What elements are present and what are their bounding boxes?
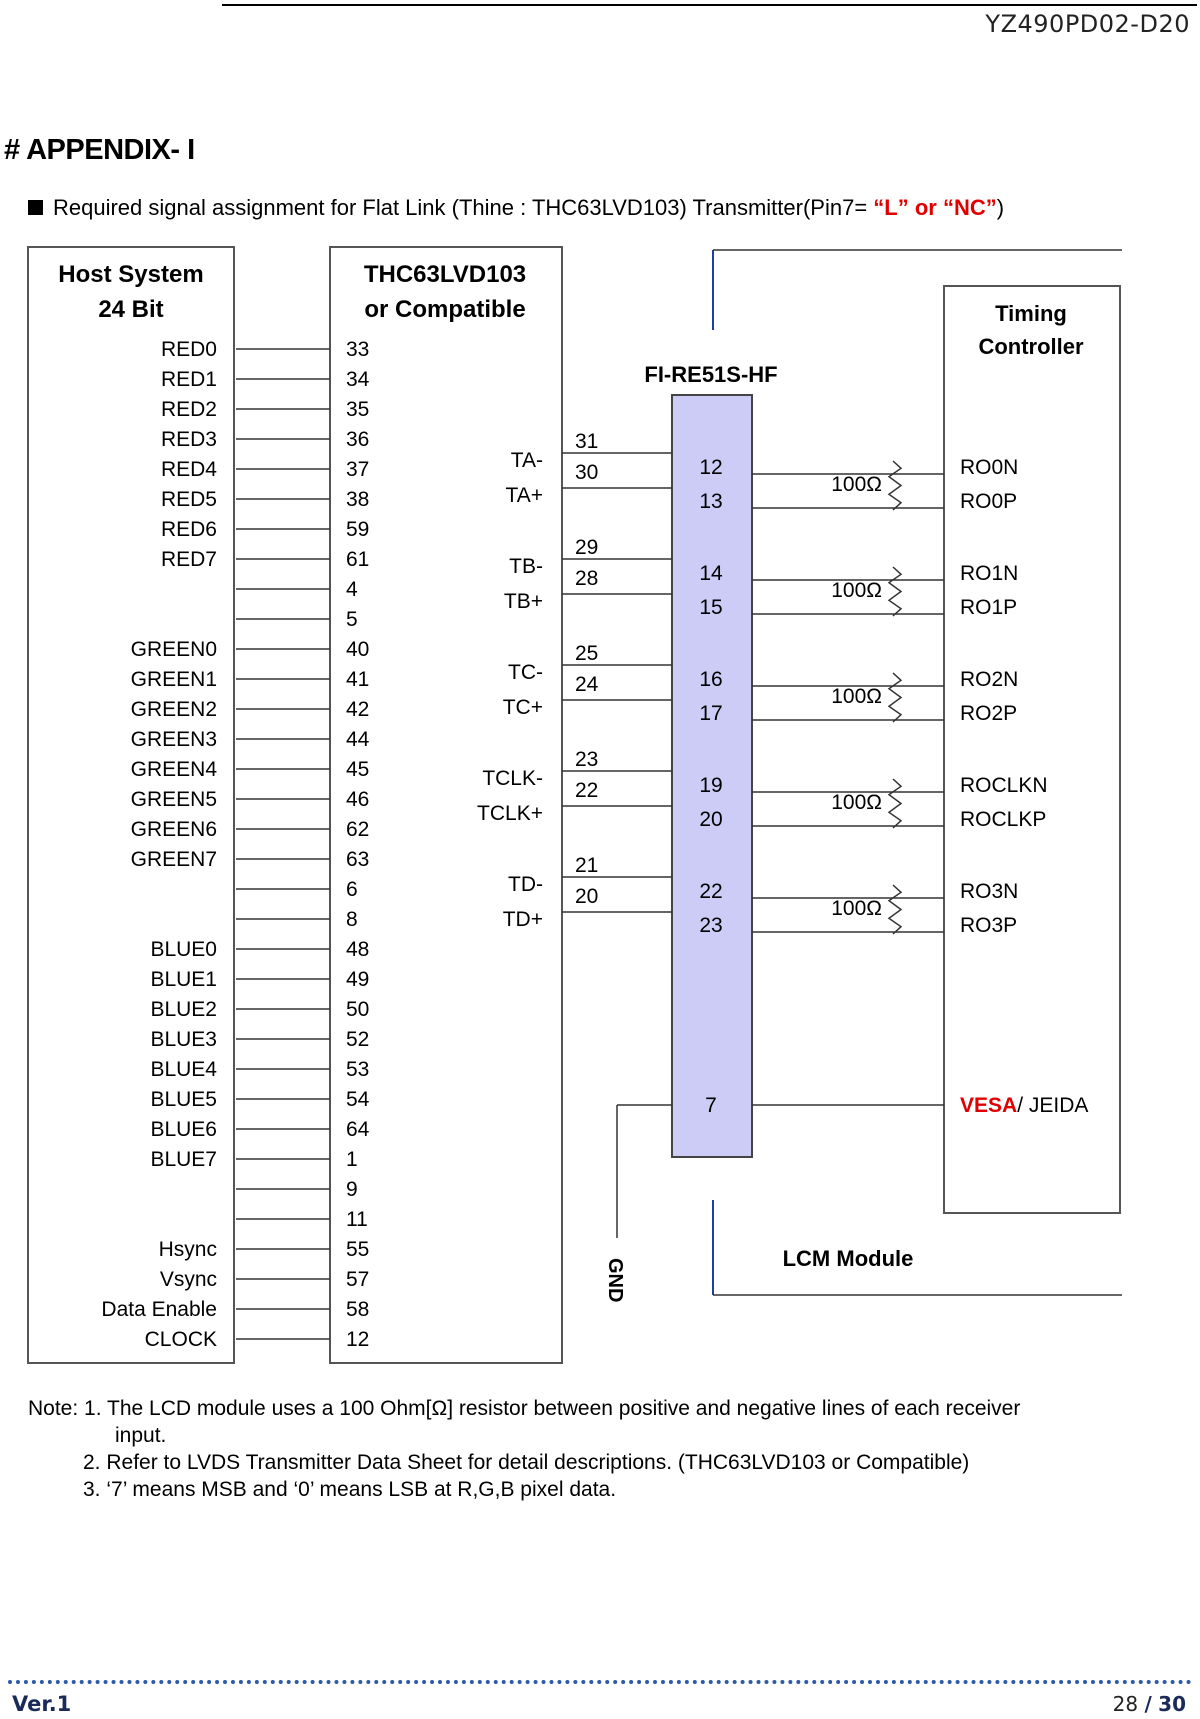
tx-out-pin-neg: 29 — [575, 536, 599, 559]
page-total: 30 — [1158, 1692, 1186, 1716]
host-signal-label: GREEN7 — [130, 848, 217, 871]
host-signal-label: RED4 — [160, 458, 217, 481]
note-1: Note: 1. The LCD module uses a 100 Ohm[Ω] resistor between positive and negative lines of each receiver — [28, 1397, 1021, 1420]
lcm-module-label: LCM Module — [782, 1246, 914, 1271]
host-signal-label: Vsync — [159, 1268, 217, 1291]
tx-out-pin-pos: 22 — [575, 779, 599, 802]
tx-output-neg-label: TA- — [510, 449, 543, 472]
tx-output-pos-label: TD+ — [502, 908, 543, 931]
tx-out-pin-neg: 21 — [575, 854, 599, 877]
tx-pin-number: 54 — [346, 1088, 370, 1111]
rx-pos-label: RO2P — [960, 702, 1018, 725]
tx-pin-number: 42 — [346, 698, 370, 721]
timing-title-line2: Controller — [978, 334, 1084, 359]
tx-out-pin-neg: 31 — [575, 430, 599, 453]
tx-title-line1: THC63LVD103 — [363, 261, 527, 288]
tx-pin-number: 61 — [346, 548, 370, 571]
tx-pin-number: 63 — [346, 848, 370, 871]
tx-pin-number: 34 — [346, 368, 370, 391]
tx-pin-number: 57 — [346, 1268, 370, 1291]
resistor-icon — [889, 673, 901, 722]
connector-pin-pos: 13 — [699, 490, 723, 513]
timing-title-line1: Timing — [995, 301, 1067, 326]
tx-pin-number: 55 — [346, 1238, 370, 1261]
tx-output-pos-label: TB+ — [503, 590, 543, 613]
tx-pin-number: 38 — [346, 488, 370, 511]
tx-pin-number: 41 — [346, 668, 370, 691]
host-signal-label: BLUE3 — [150, 1028, 217, 1051]
jeida-label: / JEIDA — [1017, 1094, 1089, 1117]
tx-out-pin-neg: 25 — [575, 642, 599, 665]
host-signal-label: BLUE2 — [150, 998, 217, 1021]
rx-neg-label: RO3N — [960, 880, 1019, 903]
subtitle-highlight: “L” or “NC” — [873, 195, 997, 220]
tx-pin-number: 49 — [346, 968, 370, 991]
host-signal-label: BLUE1 — [150, 968, 217, 991]
host-signal-label: BLUE0 — [150, 938, 217, 961]
host-signal-label: Hsync — [158, 1238, 217, 1261]
page-separator: / — [1144, 1692, 1152, 1716]
host-signal-label: RED5 — [160, 488, 217, 511]
host-signal-label: GREEN1 — [130, 668, 217, 691]
resistor-value: 100Ω — [831, 685, 882, 708]
host-signal-label: RED0 — [160, 338, 217, 361]
subtitle-text: Required signal assignment for Flat Link (Thine : THC63LVD103) Transmitter(Pin7= — [53, 195, 868, 220]
tx-pin-number: 52 — [346, 1028, 370, 1051]
host-signal-label: RED6 — [160, 518, 217, 541]
tx-pin-number: 50 — [346, 998, 370, 1021]
note-3: 3. ‘7’ means MSB and ‘0’ means LSB at R,G,B pixel data. — [83, 1478, 617, 1501]
tx-pin-number: 46 — [346, 788, 370, 811]
tx-output-pos-label: TC+ — [502, 696, 543, 719]
tx-pin-number: 36 — [346, 428, 370, 451]
connector-pin-neg: 19 — [699, 774, 723, 797]
connector-pin-neg: 16 — [699, 668, 723, 691]
connector-pin-neg: 14 — [699, 562, 723, 585]
host-title-line1: Host System — [58, 261, 204, 288]
connector-pin-neg: 22 — [699, 880, 723, 903]
tx-pin-number: 11 — [346, 1208, 368, 1231]
tx-pin-number: 44 — [346, 728, 370, 751]
tx-out-pin-pos: 30 — [575, 461, 599, 484]
tx-pin-number: 12 — [346, 1328, 370, 1351]
host-signal-label: BLUE6 — [150, 1118, 217, 1141]
rx-pos-label: ROCLKP — [960, 808, 1047, 831]
connector-pin-neg: 12 — [699, 456, 723, 479]
host-signal-label: GREEN3 — [130, 728, 217, 751]
gnd-label: GND — [604, 1258, 626, 1303]
connector-label: FI-RE51S-HF — [644, 362, 778, 387]
page-number — [1113, 1692, 1186, 1716]
page-current: 28 — [1112, 1692, 1139, 1716]
connector-pin-7: 7 — [705, 1094, 717, 1117]
document-id: YZ490PD02-D20 — [985, 10, 1190, 38]
host-signal-label: BLUE4 — [150, 1058, 217, 1081]
resistor-icon — [889, 885, 901, 934]
rx-neg-label: RO2N — [960, 668, 1019, 691]
tx-output-neg-label: TC- — [508, 661, 543, 684]
host-title-line2: 24 Bit — [98, 296, 164, 323]
tx-out-pin-pos: 20 — [575, 885, 599, 908]
resistor-value: 100Ω — [831, 579, 882, 602]
connector-pin-pos: 15 — [699, 596, 723, 619]
tx-pin-number: 5 — [346, 608, 358, 631]
tx-pin-number: 37 — [346, 458, 370, 481]
subtitle-suffix: ) — [996, 195, 1005, 220]
tx-pin-number: 4 — [346, 578, 358, 601]
rx-pos-label: RO1P — [960, 596, 1018, 619]
tx-pin-number: 6 — [346, 878, 358, 901]
resistor-value: 100Ω — [831, 473, 882, 496]
tx-pin-number: 1 — [346, 1148, 358, 1171]
note-2: 2. Refer to LVDS Transmitter Data Sheet for detail descriptions. (THC63LVD103 or Compatible) — [83, 1451, 970, 1474]
host-signal-label: GREEN4 — [130, 758, 217, 781]
host-signal-label: CLOCK — [144, 1328, 217, 1351]
host-signal-label: BLUE5 — [150, 1088, 217, 1111]
tx-output-neg-label: TD- — [508, 873, 543, 896]
host-signal-label: RED7 — [160, 548, 217, 571]
rx-pos-label: RO3P — [960, 914, 1018, 937]
host-signal-label: GREEN5 — [130, 788, 217, 811]
notes — [28, 1395, 1020, 1503]
tx-pin-number: 59 — [346, 518, 370, 541]
tx-pin-number: 40 — [346, 638, 370, 661]
tx-pin-number: 48 — [346, 938, 370, 961]
host-signal-label: GREEN6 — [130, 818, 217, 841]
tx-title-line2: or Compatible — [364, 296, 526, 323]
note-1-continued: input. — [115, 1424, 167, 1447]
tx-pin-number: 33 — [346, 338, 370, 361]
rx-pos-label: RO0P — [960, 490, 1018, 513]
host-signal-label: BLUE7 — [150, 1148, 217, 1171]
tx-output-pos-label: TCLK+ — [477, 802, 543, 825]
host-signal-label: Data Enable — [101, 1298, 217, 1321]
tx-output-neg-label: TCLK- — [482, 767, 543, 790]
tx-out-pin-neg: 23 — [575, 748, 599, 771]
tx-pin-number: 58 — [346, 1298, 370, 1321]
tx-output-pos-label: TA+ — [505, 484, 543, 507]
tx-output-neg-label: TB- — [509, 555, 543, 578]
tx-pin-number: 62 — [346, 818, 370, 841]
rx-neg-label: RO0N — [960, 456, 1019, 479]
host-signal-label: RED1 — [160, 368, 217, 391]
tx-pin-number: 53 — [346, 1058, 370, 1081]
timing-controller-box — [944, 286, 1120, 1213]
footer-rule — [8, 1680, 1192, 1684]
tx-pin-number: 45 — [346, 758, 370, 781]
host-signal-label: GREEN2 — [130, 698, 217, 721]
host-signal-label: RED3 — [160, 428, 217, 451]
resistor-icon — [889, 567, 901, 616]
rx-neg-label: ROCLKN — [960, 774, 1048, 797]
host-signal-label: RED2 — [160, 398, 217, 421]
resistor-icon — [889, 461, 901, 510]
resistor-value: 100Ω — [831, 791, 882, 814]
host-signal-label: GREEN0 — [130, 638, 217, 661]
version-label: Ver.1 — [12, 1692, 72, 1716]
resistor-value: 100Ω — [831, 897, 882, 920]
connector-pin-pos: 23 — [699, 914, 723, 937]
tx-pin-number: 64 — [346, 1118, 370, 1141]
tx-out-pin-pos: 24 — [575, 673, 599, 696]
connector-pin-pos: 17 — [699, 702, 723, 725]
tx-pin-number: 8 — [346, 908, 358, 931]
vesa-label: VESA/ JEIDA — [960, 1094, 1089, 1117]
resistor-icon — [889, 779, 901, 828]
connector-pin-pos: 20 — [699, 808, 723, 831]
rx-neg-label: RO1N — [960, 562, 1019, 585]
tx-pin-number: 9 — [346, 1178, 358, 1201]
page-title: # APPENDIX- I — [4, 134, 195, 166]
tx-out-pin-pos: 28 — [575, 567, 599, 590]
tx-pin-number: 35 — [346, 398, 370, 421]
